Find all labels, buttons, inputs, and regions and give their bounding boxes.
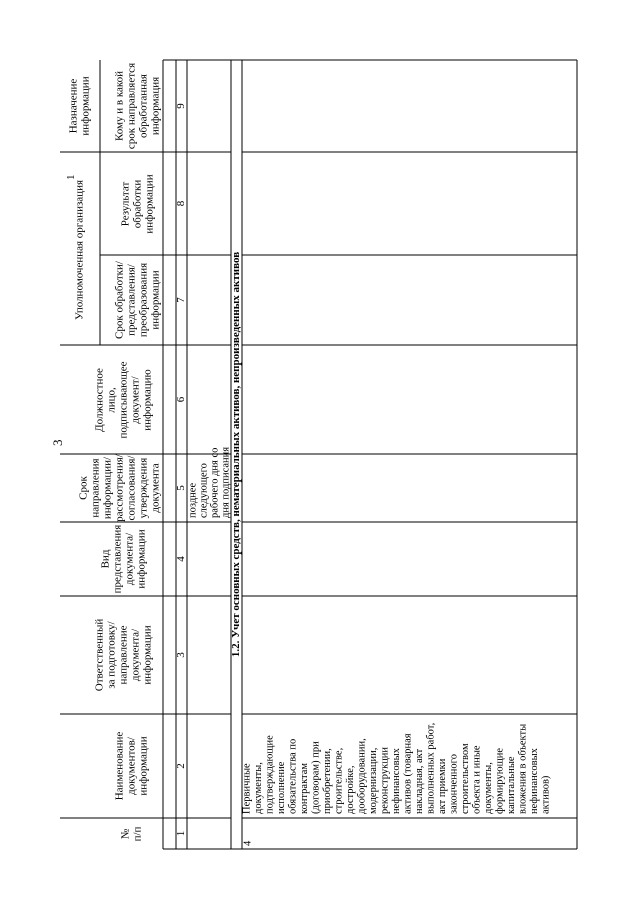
row-document-name: выполненных работ, [425,722,437,814]
column-number: 2 [175,763,188,769]
row-document-name: строительстве, [333,747,345,814]
header-col-result: информации [143,174,156,234]
row-document-name: акт приемки [436,758,448,814]
row-document-name: нефинансовых [528,748,540,814]
header-col-signer: информацию [141,369,154,431]
header-col-responsible: за подготовку/ [105,621,118,689]
column-number: 4 [175,556,188,562]
header-col-kind: документа/ [123,532,136,586]
header-col-name: документов/ [125,737,138,795]
row-document-name: формирующие [494,748,506,814]
header-col-recipient: срок направляется [125,62,138,150]
row-number: 4 [242,840,254,846]
header-group-authorized-org: Уполномоченная организация [73,179,86,321]
header-col-recipient: обработанная [137,74,150,138]
header-col-responsible: направление [117,625,130,685]
row-document-name: достройке, [344,765,356,814]
column-number: 5 [175,485,188,491]
header-col-signer: документ/ [129,376,142,424]
row-document-name: документы, [252,762,264,814]
row-deadline-text: рабочего дня со [209,447,221,518]
header-col-recipient: Кому и в какой [113,70,126,142]
header-col-signer: лицо, [105,387,118,413]
row-deadline-text: следующего [198,463,210,518]
header-group-purpose: информации [79,76,92,136]
row-document-name: объекта и иные [471,745,483,814]
header-col-kind: Вид [99,549,112,569]
row-deadline-text: позднее [187,482,199,518]
row-document-name: вложения в объекты [517,723,529,814]
row-document-name: приобретении, [321,748,333,814]
header-col-kind: информации [135,529,148,589]
page-number: 3 [50,439,65,446]
row-document-name: дооборудовании, [356,738,368,814]
header-col-kind: представления [111,524,124,594]
header-col-responsible: документа/ [129,628,142,682]
row-document-name: накладная, акт [413,748,425,814]
header-col-deadline: рассмотрения/ [113,454,126,522]
header-col-number: п/п [131,826,144,842]
header-col-processing-time: информации [149,270,162,330]
row-document-name: модернизации, [367,747,379,814]
section-title: 1.2. Учет основных средств, нематериальных активов, непроизведенных активов [230,251,243,658]
header-col-result: Результат [119,181,132,227]
column-number: 1 [175,830,188,837]
header-col-name: Наименование [113,731,126,801]
header-col-responsible: Ответственный [93,618,106,692]
header-col-deadline: документа [149,463,162,513]
row-document-name: активов) [540,775,552,814]
row-document-name: исполнение [275,761,287,814]
header-col-processing-time: представления/ [125,264,138,336]
header-col-deadline: согласования/ [125,455,138,521]
column-number: 7 [175,297,188,303]
header-col-deadline: Срок [77,476,90,500]
row-document-name: активов (товарная [402,733,414,814]
row-document-name: документы, [482,762,494,814]
header-col-signer: подписывающее [117,361,130,439]
row-document-name: контрактам [298,762,310,814]
row-document-name: строительством [459,743,471,814]
column-number: 6 [175,396,188,403]
column-number: 9 [175,103,188,109]
row-document-name: (договорам) при [310,741,322,814]
row-document-name: обязательства по [287,738,299,814]
row-document-name: законченного [448,754,460,814]
header-col-deadline: информации/ [101,456,114,520]
row-document-name: капитальные [505,756,517,814]
header-col-processing-time: преобразования [137,262,150,338]
row-document-name: Первичные [241,763,253,814]
header-col-recipient: информация [149,76,162,136]
column-number: 8 [175,200,188,207]
header-col-processing-time: Срок обработки/ [113,261,126,339]
header-col-deadline: утверждения [137,457,150,519]
header-col-result: обработки [131,179,144,229]
row-document-name: реконструкции [379,746,391,814]
row-document-name: подтверждающие [264,735,276,814]
row-deadline-text: дня подписания [220,446,232,518]
header-col-deadline: направления [89,458,102,518]
header-col-signer: Должностное [93,368,106,432]
header-group-purpose: Назначение [67,78,80,134]
row-document-name: нефинансовых [390,748,402,814]
header-col-number: № [119,828,132,840]
column-number: 3 [175,652,188,658]
header-col-responsible: информации [141,625,154,685]
header-col-name: информации [137,736,150,796]
footnote-mark: 1 [65,174,77,180]
